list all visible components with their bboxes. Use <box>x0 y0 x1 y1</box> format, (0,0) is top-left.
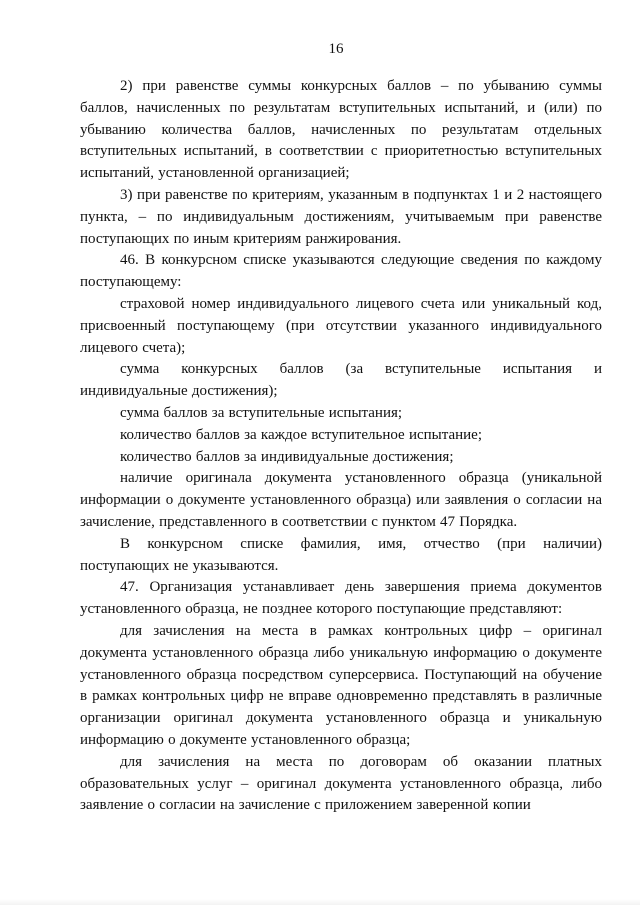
paragraph-ranking-3: 3) при равенстве по критериям, указанным в подпунктах 1 и 2 настоящего пункта, – по индивидуальным достижениям, учитываемым при равенстве поступающих по иным критериям ранжирования. <box>80 186 602 247</box>
paragraph-control-figures: для зачисления на места в рамках контрольных цифр – оригинал документа установленного образца либо уникальную информацию о документе установленного образца посредством суперсервиса. Поступающий на обучение в рамках контрольных цифр не вправе одновременно представлять в различные организации оригинал документа установленного образца и уникальную информацию о документе установленного образца; <box>80 622 602 748</box>
paragraph-no-names: В конкурсном списке фамилия, имя, отчество (при наличии) поступающих не указываются. <box>80 535 602 574</box>
scan-edge-shadow <box>0 899 640 905</box>
paragraph-achievements-score: количество баллов за индивидуальные достижения; <box>120 448 454 465</box>
paragraph-each-exam-score: количество баллов за каждое вступительное испытание; <box>120 426 483 443</box>
paragraph-ranking-2: 2) при равенстве суммы конкурсных баллов – по убыванию суммы баллов, начисленных по результатам вступительных испытаний, и (или) по убыванию количества баллов, начисленных по результатам отдельных вступительных испытаний, в соответствии с приоритетностью вступительных испытаний, установленной организацией; <box>80 78 602 182</box>
paragraph-paid-places: для зачисления на места по договорам об оказании платных образовательных услуг – оригинал документа установленного образца, либо заявление о согласии на зачисление с приложением заверенной копии <box>80 753 602 814</box>
paragraph-exam-score: сумма баллов за вступительные испытания; <box>120 404 403 421</box>
page-number: 16 <box>328 41 344 57</box>
paragraph-item-46: 46. В конкурсном списке указываются следующие сведения по каждому поступающему: <box>80 252 602 291</box>
paragraph-snils: страховой номер индивидуального лицевого счета или уникальный код, присвоенный поступающему (при отсутствии указанного индивидуального лицевого счета); <box>80 295 602 356</box>
paragraph-total-score: сумма конкурсных баллов (за вступительные испытания и индивидуальные достижения); <box>80 361 602 400</box>
paragraph-item-47: 47. Организация устанавливает день завершения приема документов установленного образца, не позднее которого поступающие представляют: <box>80 579 602 618</box>
paragraph-original-document: наличие оригинала документа установленного образца (уникальной информации о документе установленного образца) или заявления о согласии на зачисление, представленного в соответствии с пунктом 47 Порядка. <box>80 470 602 530</box>
